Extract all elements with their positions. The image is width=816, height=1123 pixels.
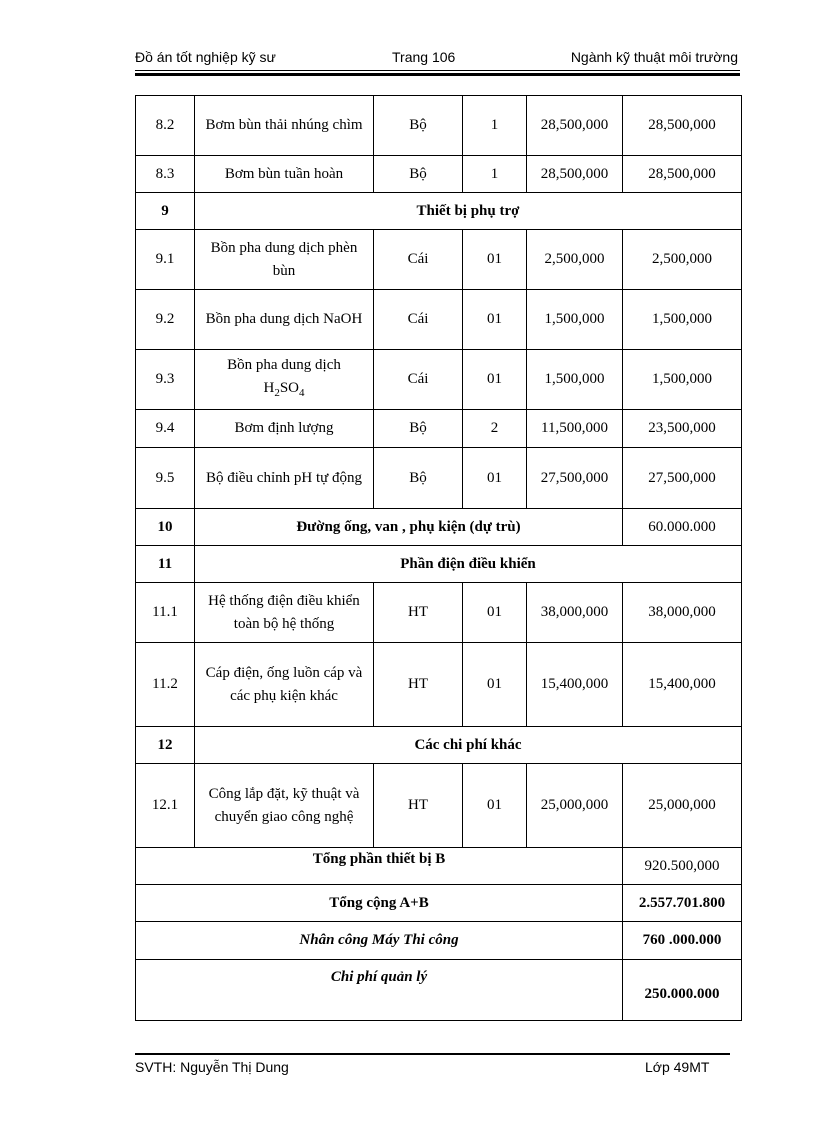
cell-stt: 9.2 (136, 290, 195, 350)
section-title: Thiết bị phụ trợ (195, 193, 742, 230)
cell-stt: 12.1 (136, 764, 195, 848)
cell-price: 38,000,000 (527, 583, 623, 643)
cell-total: 27,500,000 (623, 448, 742, 509)
cell-name: Bơm định lượng (195, 410, 374, 448)
cell-unit: HT (374, 643, 463, 727)
summary-label: Tổng phần thiết bị B (136, 848, 623, 885)
cell-stt: 9.1 (136, 230, 195, 290)
cell-qty: 1 (463, 156, 527, 193)
chemical-formula: $H_2SO_4$ (263, 380, 305, 399)
section-row-11 (136, 546, 742, 583)
page-header (135, 47, 738, 67)
table-row-9-3 (136, 350, 742, 410)
cell-qty: 01 (463, 350, 527, 410)
cell-stt: 11.1 (136, 583, 195, 643)
cell-unit: Bộ (374, 96, 463, 156)
table-row-9-5 (136, 448, 742, 509)
header-rule-thin (135, 70, 740, 71)
cell-price: 2,500,000 (527, 230, 623, 290)
section-stt: 9 (136, 193, 195, 230)
cell-unit: Cái (374, 230, 463, 290)
table-row-9-1 (136, 230, 742, 290)
cell-price: 25,000,000 (527, 764, 623, 848)
cell-total: 38,000,000 (623, 583, 742, 643)
cell-qty: 01 (463, 764, 527, 848)
cell-price: 27,500,000 (527, 448, 623, 509)
section-title: Các chi phí khác (195, 727, 742, 764)
cell-qty: 01 (463, 230, 527, 290)
table-row-9-2 (136, 290, 742, 350)
cell-unit: Cái (374, 290, 463, 350)
cell-unit: Bộ (374, 410, 463, 448)
footer-student: SVTH: Nguyễn Thị Dung (135, 1059, 289, 1075)
table-row-12-1 (136, 764, 742, 848)
summary-value: 2.557.701.800 (623, 885, 742, 922)
cell-name: Công lắp đặt, kỹ thuật và chuyển giao công nghệ (195, 764, 374, 848)
cell-name: Bơm bùn tuần hoàn (195, 156, 374, 193)
cell-name: Bồn pha dung dịch phèn bùn (195, 230, 374, 290)
cell-total: 1,500,000 (623, 350, 742, 410)
summary-value: 760 .000.000 (623, 922, 742, 960)
summary-label: Tổng cộng A+B (136, 885, 623, 922)
section-stt: 10 (136, 509, 195, 546)
section-title: Phần điện điều khiển (195, 546, 742, 583)
section-stt: 11 (136, 546, 195, 583)
cell-total: 25,000,000 (623, 764, 742, 848)
section-row-10 (136, 509, 742, 546)
cell-price: 11,500,000 (527, 410, 623, 448)
cell-price: 15,400,000 (527, 643, 623, 727)
cell-total: 23,500,000 (623, 410, 742, 448)
cell-unit: Cái (374, 350, 463, 410)
cell-stt: 9.4 (136, 410, 195, 448)
cell-name: Bộ điều chỉnh pH tự động (195, 448, 374, 509)
cell-stt: 8.3 (136, 156, 195, 193)
cell-total: 15,400,000 (623, 643, 742, 727)
section-total: 60.000.000 (623, 509, 742, 546)
cell-total: 1,500,000 (623, 290, 742, 350)
cell-name: Bồn pha dung dịch NaOH (195, 290, 374, 350)
cell-qty: 01 (463, 643, 527, 727)
cell-total: 28,500,000 (623, 96, 742, 156)
cell-price: 28,500,000 (527, 96, 623, 156)
cell-unit: Bộ (374, 448, 463, 509)
cell-unit: Bộ (374, 156, 463, 193)
cell-name: Bơm bùn thải nhúng chìm (195, 96, 374, 156)
table-row-9-4 (136, 410, 742, 448)
cost-table (135, 95, 742, 1021)
cell-total: 28,500,000 (623, 156, 742, 193)
table-row-8-3 (136, 156, 742, 193)
cell-name (195, 350, 374, 410)
table-row-11-2 (136, 643, 742, 727)
section-row-9 (136, 193, 742, 230)
summary-value: 920.500,000 (623, 848, 742, 885)
cell-qty: 01 (463, 290, 527, 350)
summary-row-total-ab (136, 885, 742, 922)
footer-rule (135, 1053, 730, 1055)
section-stt: 12 (136, 727, 195, 764)
table-row-11-1 (136, 583, 742, 643)
summary-row-total-b (136, 848, 742, 885)
footer-class: Lớp 49MT (645, 1059, 710, 1075)
cell-qty: 2 (463, 410, 527, 448)
cell-total: 2,500,000 (623, 230, 742, 290)
summary-row-labor (136, 922, 742, 960)
cell-stt: 9.5 (136, 448, 195, 509)
summary-value: 250.000.000 (623, 960, 742, 1021)
summary-row-management (136, 960, 742, 1021)
header-rule-thick (135, 73, 740, 76)
cell-stt: 11.2 (136, 643, 195, 727)
summary-label: Chi phí quản lý (136, 960, 623, 1021)
header-major: Ngành kỹ thuật môi trường (570, 49, 738, 65)
header-thesis-title: Đồ án tốt nghiệp kỹ sư (135, 49, 276, 65)
cell-price: 1,500,000 (527, 350, 623, 410)
cell-stt: 9.3 (136, 350, 195, 410)
section-row-12 (136, 727, 742, 764)
cell-name: Cáp điện, ống luồn cáp và các phụ kiện khác (195, 643, 374, 727)
header-page-number: Trang 106 (392, 49, 456, 65)
cell-qty: 01 (463, 583, 527, 643)
cell-unit: HT (374, 583, 463, 643)
cell-name: Hệ thống điện điều khiển toàn bộ hệ thống (195, 583, 374, 643)
cell-price: 28,500,000 (527, 156, 623, 193)
section-title: Đường ống, van , phụ kiện (dự trù) (195, 509, 623, 546)
cell-qty: 01 (463, 448, 527, 509)
page-footer (135, 1057, 740, 1077)
table-row-8-2 (136, 96, 742, 156)
cell-qty: 1 (463, 96, 527, 156)
cell-unit: HT (374, 764, 463, 848)
cell-stt: 8.2 (136, 96, 195, 156)
name-line-1: Bồn pha dung dịch (227, 357, 341, 373)
cell-price: 1,500,000 (527, 290, 623, 350)
summary-label: Nhân công Máy Thi công (136, 922, 623, 960)
